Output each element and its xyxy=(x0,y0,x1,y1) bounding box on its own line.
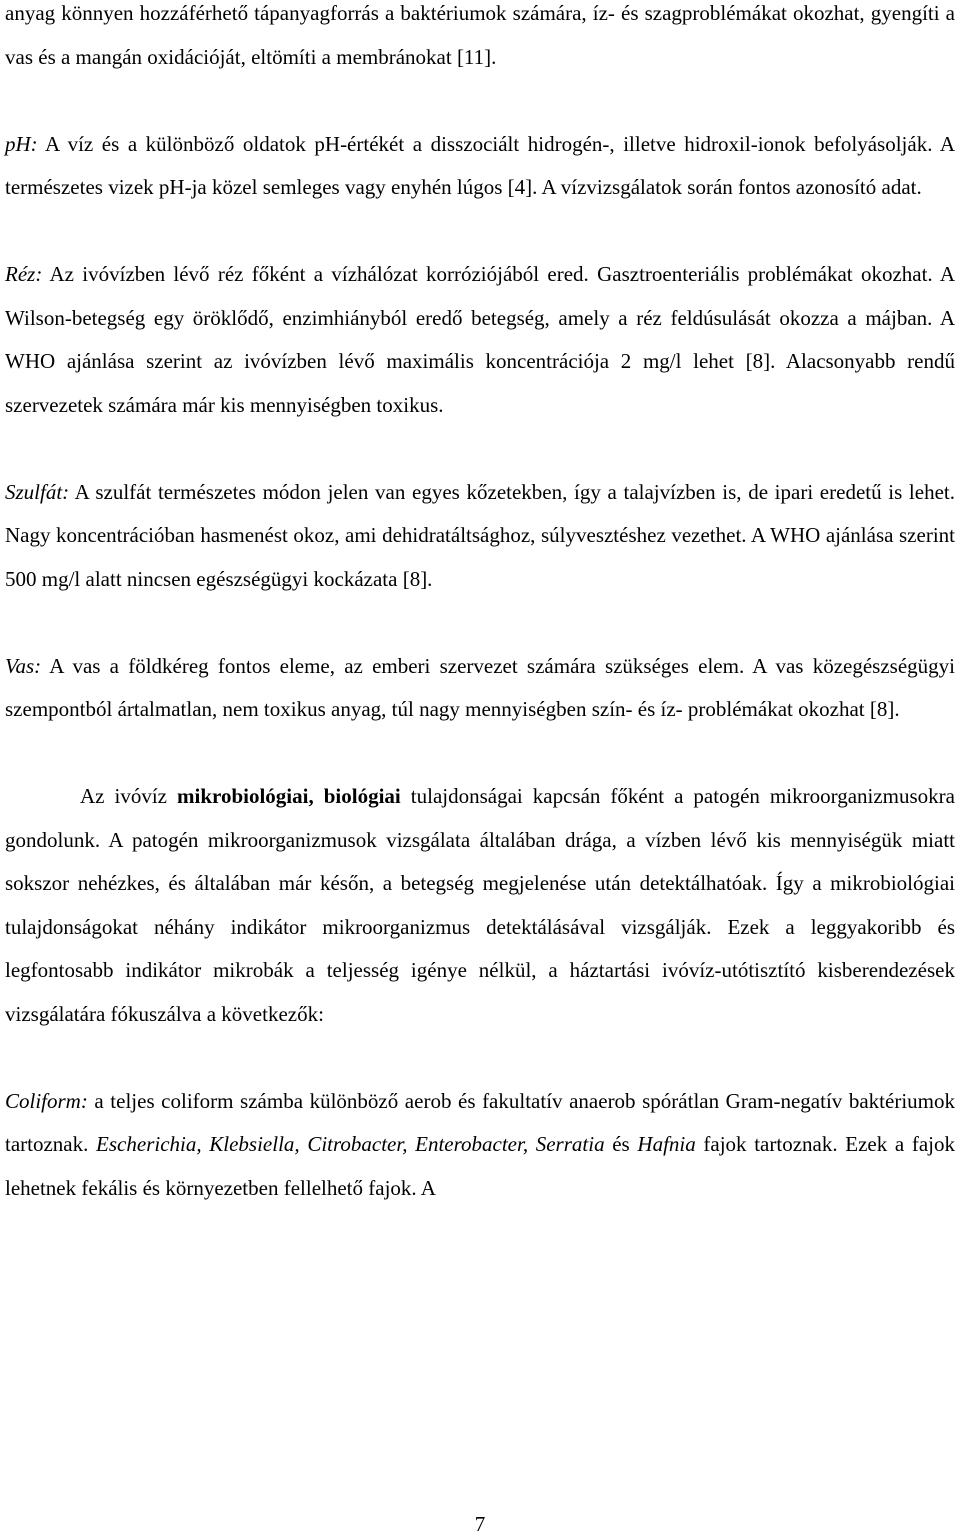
ph-text: A víz és a különböző oldatok pH-értékét a disszociált hidrogén-, illetve hidroxil-ionok befolyásolják. A természetes vizek pH-ja közel semleges vagy enyhén lúgos [4]. A vízvizsgálatok során fontos azonosító adat. xyxy=(5,131,955,199)
paragraph-coliform xyxy=(5,1080,955,1211)
paragraph-vas xyxy=(5,645,955,732)
vas-text: A vas a földkéreg fontos eleme, az emberi szervezet számára szükséges elem. A vas közegészségügyi szempontból ártalmatlan, nem toxikus anyag, túl nagy mennyiségben szín- és íz- problémákat okozhat [8]. xyxy=(5,653,955,721)
document-body xyxy=(5,0,955,1210)
term-rez: Réz: xyxy=(5,262,43,286)
szulfat-text: A szulfát természetes módon jelen van egyes kőzetekben, így a talajvízben is, de ipari eredetű is lehet. Nagy koncentrációban hasmenést okoz, ami dehidratáltsághoz, súlyvesztéshez vezethet. A WHO ajánlása szerint 500 mg/l alatt nincsen egészségügyi kockázata [8]. xyxy=(5,479,955,591)
page-number: 7 xyxy=(474,1512,486,1536)
paragraph-mikrobiologia xyxy=(5,775,955,1036)
term-ph: pH: xyxy=(5,131,38,156)
paragraph-szulfat xyxy=(5,471,955,602)
coliform-species-list: Escherichia, Klebsiella, Citrobacter, Enterobacter, Serratia xyxy=(96,1132,605,1156)
mikro-space xyxy=(314,784,324,808)
mikro-lead: Az ivóvíz xyxy=(80,784,178,808)
term-coliform: Coliform: xyxy=(5,1088,88,1113)
paragraph-rez xyxy=(5,253,955,427)
coliform-text-1: a teljes coliform számba különböző aerob és fakultatív anaerob spórátlan Gram-negatív baktériumok tartoznak. xyxy=(5,1088,955,1156)
coliform-species-hafnia: Hafnia xyxy=(637,1132,696,1156)
intro-text: anyag könnyen hozzáférhető tápanyagforrás a baktériumok számára, íz- és szagproblémákat okozhat, gyengíti a vas és a mangán oxidációját, eltömíti a membránokat [11]. xyxy=(5,1,955,69)
rez-text: Az ivóvízben lévő réz főként a vízhálózat korróziójából ered. Gasztroenteriális problémákat okozhat. A Wilson-betegség egy öröklődő, enzimhiányból eredő betegség, amely a réz feldúsulását okozza a májban. A WHO ajánlása szerint az ivóvízben lévő maximális koncentrációja 2 mg/l lehet [8]. Alacsonyabb rendű szervezetek számára már kis mennyiségben toxikus. xyxy=(5,262,955,417)
mikro-rest: tulajdonságai kapcsán főként a patogén mikroorganizmusokra gondolunk. A patogén mikroorganizmusok vizsgálata általában drága, a vízben lévő kis mennyiségük miatt sokszor nehézkes, és általában már későn, a betegség megjelenése után detektálhatóak. Így a mikrobiológiai tulajdonságokat néhány indikátor mikroorganizmus detektálásával vizsgálják. Ezek a leggyakoribb és legfontosabb indikátor mikrobák a teljesség igénye nélkül, a háztartási ivóvíz-utótisztító kisberendezések vizsgálatára fókuszálva a következők: xyxy=(5,784,955,1026)
paragraph-ph xyxy=(5,123,955,210)
mikro-bold-biologiai: biológiai xyxy=(323,784,401,808)
term-vas: Vas: xyxy=(5,653,42,678)
coliform-text-2: és xyxy=(604,1132,638,1156)
paragraph-intro xyxy=(5,0,955,79)
coliform-text-3: fajok tartoznak. Ezek a fajok lehetnek fekális és környezetben fellelhető fajok. A xyxy=(5,1132,956,1200)
term-szulfat: Szulfát: xyxy=(5,479,70,504)
mikro-bold-mikrobiologiai: mikrobiológiai, xyxy=(177,784,314,808)
